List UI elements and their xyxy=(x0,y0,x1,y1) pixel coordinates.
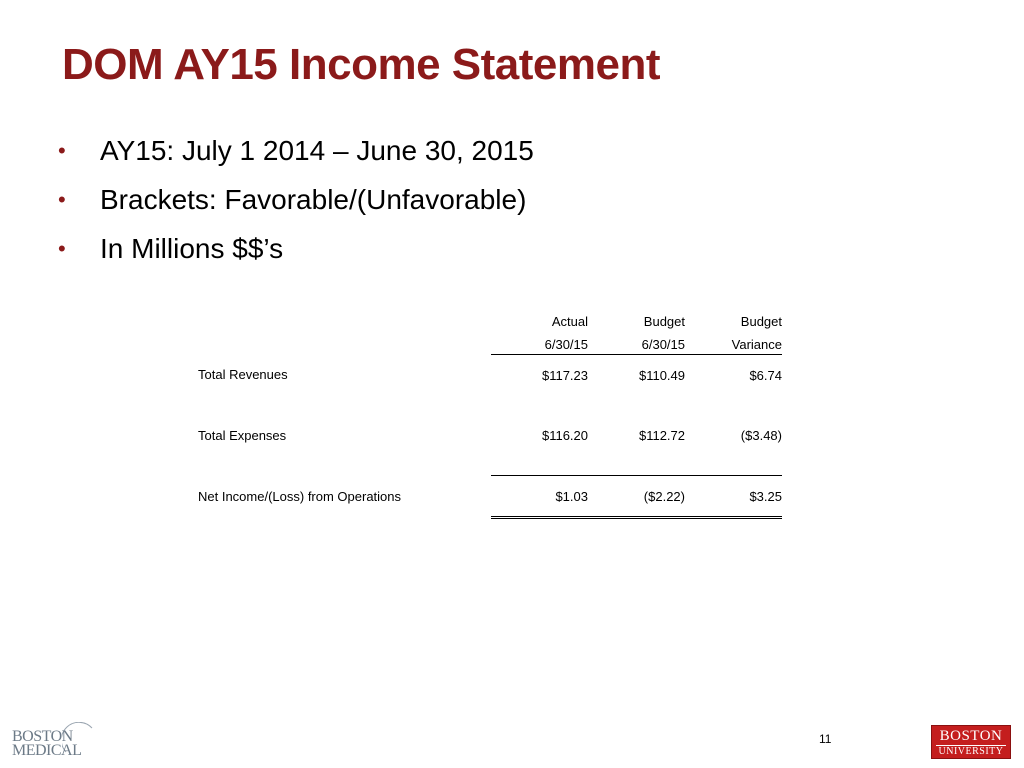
column-header: 6/30/15 xyxy=(491,336,588,355)
income-statement-table xyxy=(190,306,782,519)
slide-title: DOM AY15 Income Statement xyxy=(62,40,660,89)
bullet-icon: • xyxy=(58,138,66,163)
boston-medical-center-logo xyxy=(10,722,94,762)
column-header: Variance xyxy=(685,336,782,355)
row-label: Total Revenues xyxy=(198,367,288,383)
bullet-text: In Millions $$’s xyxy=(100,233,284,264)
cell-value: $117.23 xyxy=(541,367,588,383)
bullet-text: AY15: July 1 2014 – June 30, 2015 xyxy=(100,135,534,166)
column-header: Budget xyxy=(643,313,685,329)
table-header-row xyxy=(190,336,782,355)
logo-line: UNIVERSITY xyxy=(936,745,1006,758)
logo-line: MEDICAL xyxy=(12,742,82,759)
bullet-icon: • xyxy=(58,236,66,261)
boston-university-logo xyxy=(931,725,1011,759)
cell-value: ($2.22) xyxy=(588,476,685,518)
bullet-item xyxy=(58,126,534,175)
table-row xyxy=(190,415,782,455)
bullet-item xyxy=(58,224,534,273)
cell-value: $1.03 xyxy=(491,476,588,518)
bullet-list xyxy=(58,126,534,273)
cell-value: ($3.48) xyxy=(740,427,782,443)
page-number: 11 xyxy=(819,732,832,746)
column-header: Budget xyxy=(740,313,782,329)
table-row xyxy=(190,355,782,396)
cell-value: $110.49 xyxy=(638,367,685,383)
row-label: Net Income/(Loss) from Operations xyxy=(198,489,402,504)
column-header: Actual xyxy=(551,313,588,329)
row-label: Total Expenses xyxy=(198,427,287,443)
cell-value: $3.25 xyxy=(685,476,782,518)
logo-line: BOSTON xyxy=(939,728,1003,744)
bullet-icon: • xyxy=(58,187,66,212)
column-header: 6/30/15 xyxy=(588,336,685,355)
cell-value: $112.72 xyxy=(638,427,685,443)
cell-value: $6.74 xyxy=(749,367,782,383)
bullet-text: Brackets: Favorable/(Unfavorable) xyxy=(100,184,527,215)
bullet-item xyxy=(58,175,534,224)
table-row xyxy=(190,476,782,518)
table-header-row xyxy=(190,306,782,336)
cell-value: $116.20 xyxy=(541,427,588,443)
logo-line: BOSTON xyxy=(12,728,73,745)
